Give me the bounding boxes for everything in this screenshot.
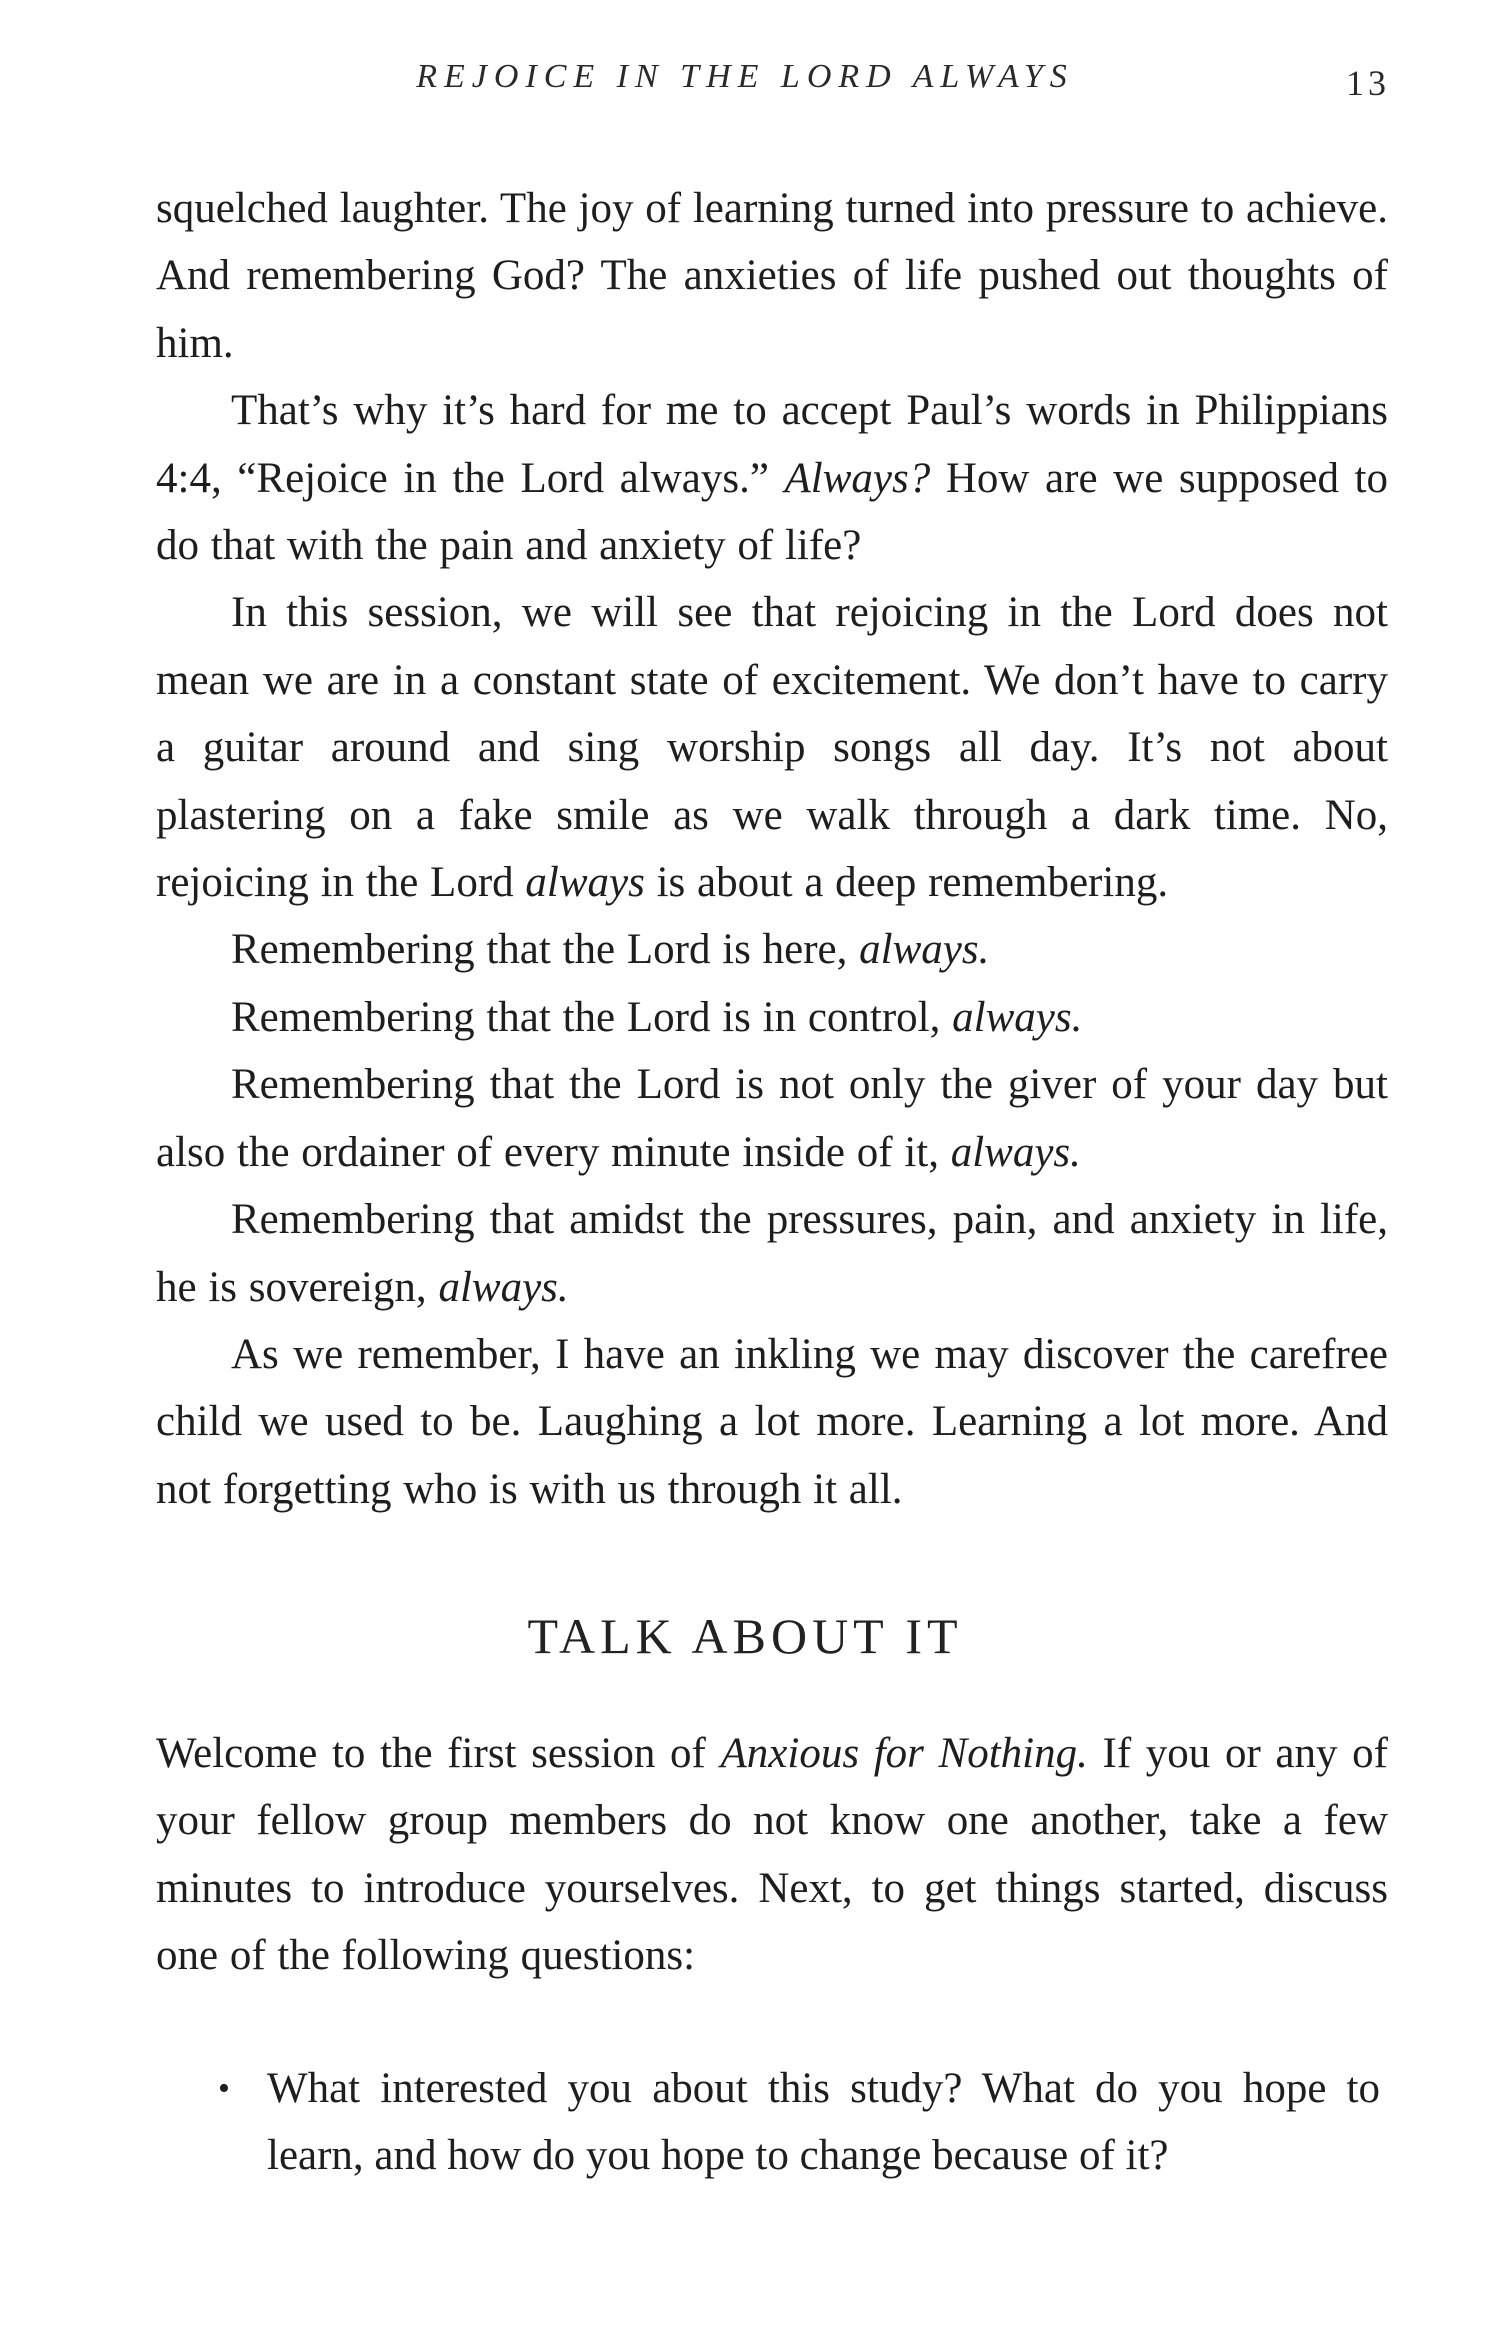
paragraph-3-text-a: In this session, we will see that rejoicing in the Lord does not mean we are in a constant state of excitement. We don’t have to carry a guitar around and sing worship songs all day. It’s not about plastering on a fake smile as we walk through a dark time. No, rejoicing in the Lord (156, 589, 1388, 907)
section-heading: TALK ABOUT IT (527, 1608, 963, 1664)
body-text (156, 175, 1388, 1523)
question-text: What interested you about this study? What do you hope to learn, and how do you hope to change because of it? (267, 2065, 1380, 2180)
paragraph-2-text-a: That’s why it’s hard for me to accept Paul’s words in Philippians 4:4, “Rejoice in the Lord always.” (156, 387, 1388, 502)
running-head: REJOICE IN THE LORD ALWAYS (416, 58, 1074, 95)
page-number: 13 (1346, 63, 1390, 103)
paragraph-8-text: As we remember, I have an inkling we may discover the carefree child we used to be. Laughing a lot more. Learning a lot more. And not forgetting who is with us through it all. (156, 1330, 1388, 1513)
intro-text-a: Welcome to the first session of (156, 1730, 721, 1777)
paragraph-4-emphasis: always. (859, 926, 990, 974)
paragraph-1 (156, 175, 1388, 377)
paragraph-3-text-b: is about a deep remembering. (644, 859, 1169, 907)
section-intro (156, 1720, 1388, 1990)
paragraph-3-emphasis: always (525, 859, 645, 907)
paragraph-6-text: Remembering that the Lord is not only the giver of your day but also the ordainer of every minute inside of it, (156, 1061, 1388, 1176)
paragraph-7 (156, 1186, 1388, 1321)
paragraph-2-emphasis: Always? (784, 454, 931, 502)
list-item (210, 2055, 1380, 2190)
paragraph-3 (156, 579, 1388, 916)
intro-text-b: If you or any of your fellow group members do not know one another, take a few minutes to introduce yourselves. Next, to get things started, discuss one of the following questions: (156, 1730, 1388, 1980)
paragraph-4 (156, 916, 1388, 983)
paragraph-5-text: Remembering that the Lord is in control, (231, 993, 953, 1041)
bullet-marker: • (218, 2070, 230, 2107)
paragraph-5 (156, 984, 1388, 1051)
paragraph-6-emphasis: always. (950, 1128, 1081, 1176)
paragraph-1-text: squelched laughter. The joy of learning turned into pressure to achieve. And remembering God? The anxieties of life pushed out thoughts of him. (156, 185, 1388, 367)
paragraph-6 (156, 1051, 1388, 1186)
paragraph-5-emphasis: always. (952, 993, 1083, 1041)
paragraph-7-text: Remembering that amidst the pressures, pain, and anxiety in life, he is sovereign, (156, 1196, 1388, 1311)
intro-paragraph (156, 1720, 1388, 1990)
question-list (210, 2055, 1380, 2190)
paragraph-2 (156, 377, 1388, 579)
paragraph-8 (156, 1321, 1388, 1523)
book-title: Anxious for Nothing. (720, 1730, 1088, 1777)
paragraph-7-emphasis: always. (438, 1263, 569, 1311)
paragraph-2-text-b: How are we supposed to do that with the pain and anxiety of life? (156, 454, 1388, 570)
paragraph-4-text: Remembering that the Lord is here, (231, 926, 860, 974)
